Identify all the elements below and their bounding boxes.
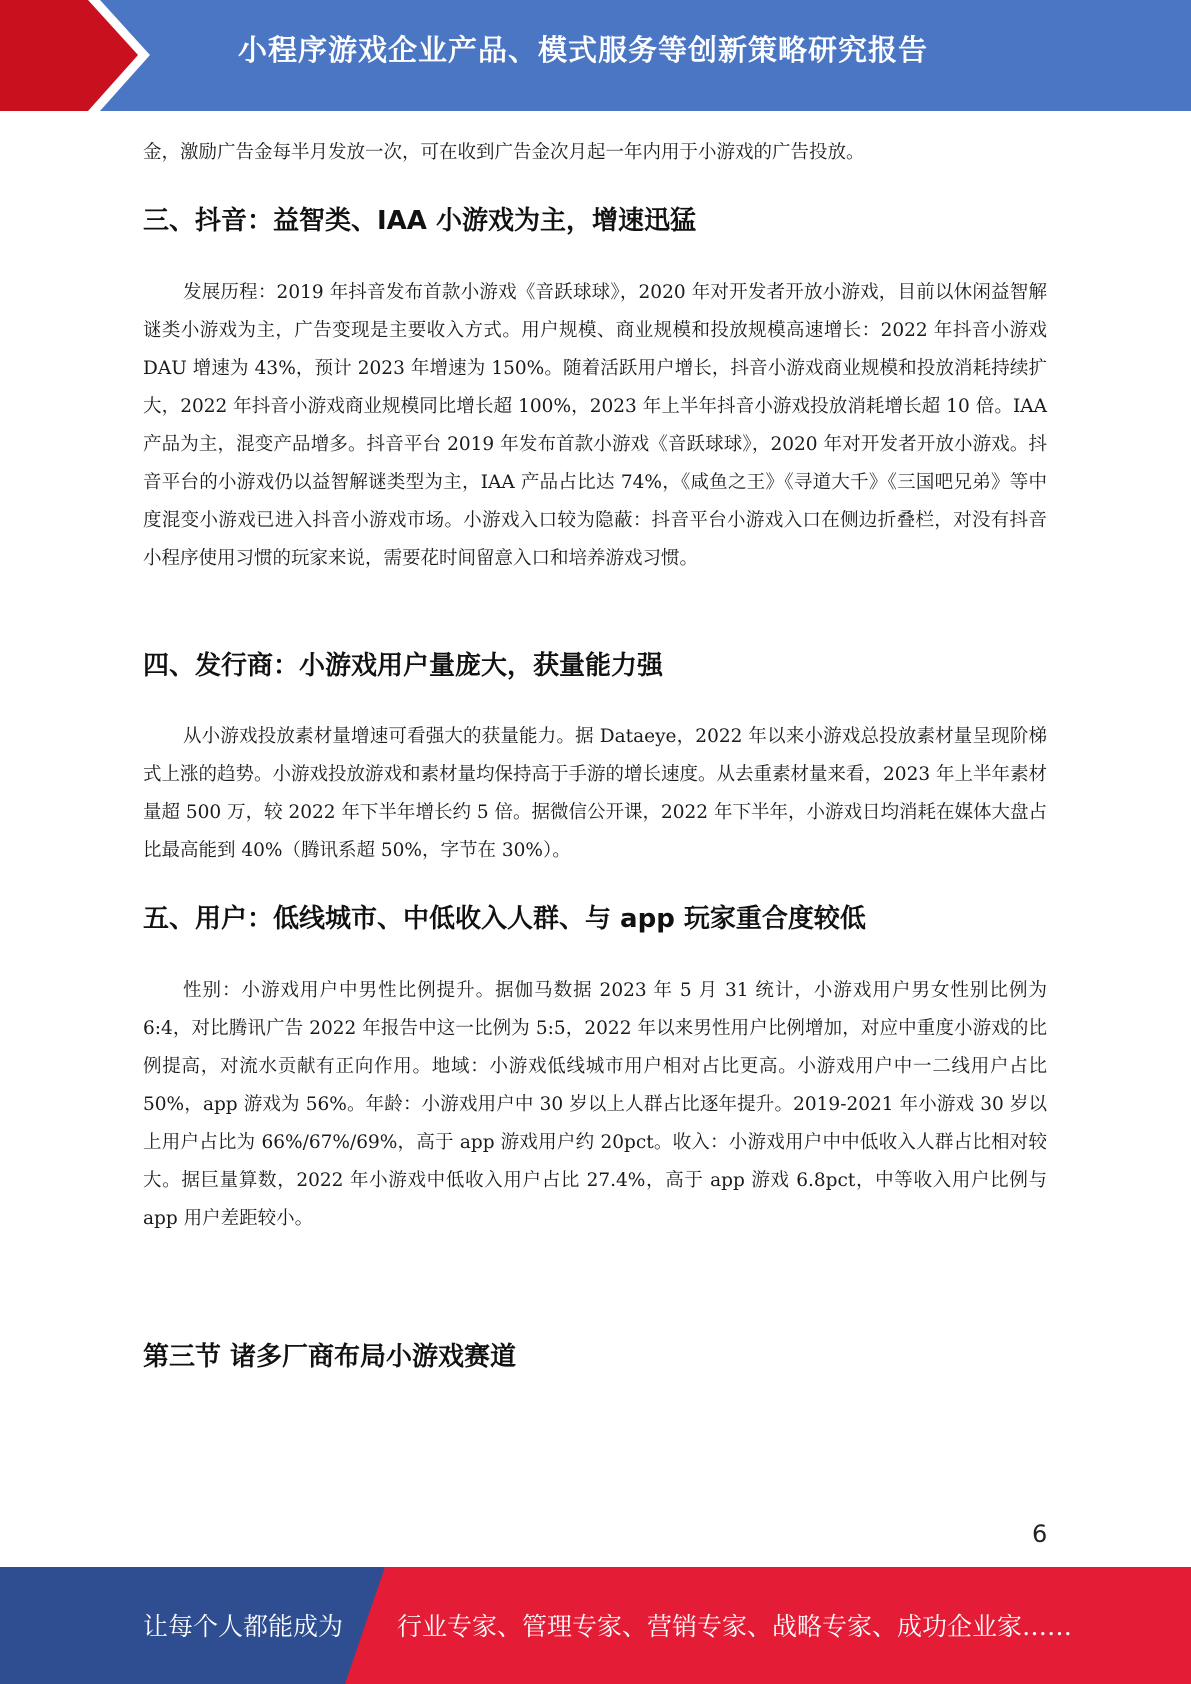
page-number: 6 bbox=[1032, 1520, 1048, 1548]
section-body-douyin bbox=[143, 274, 1047, 578]
document-title: 小程序游戏企业产品、模式服务等创新策略研究报告 bbox=[238, 33, 929, 67]
footer-slogan-left: 让每个人都能成为 bbox=[143, 1612, 344, 1641]
section-paragraph-users: 性别：小游戏用户中男性比例提升。据伽马数据 2023 年 5 月 31 统计，小游戏用户男女性别比例为 6:4，对比腾讯广告 2022 年报告中这一比例为 5:5，2022 年以来男性用户比例增加，对应中重度小游戏的比例提高，对流水贡献有正向作用。地域：小游戏低线城市用户相对占比更高。小游戏用户中一二线用户占比 50%，app 游戏为 56%。年龄：小游戏用户中 30 岁以上人群占比逐年提升。2019-2021 年小游戏 30 岁以上用户占比为 66%/67%/69%，高于 app 游戏用户约 20pct。收入：小游戏用户中中低收入人群占比相对较大。据巨量算数，2022 年小游戏中低收入用户占比 27.4%，高于 app 游戏 6.8pct，中等收入用户比例与 app 用户差距较小。 bbox=[143, 980, 1047, 1229]
header-banner bbox=[0, 0, 1191, 111]
footer-banner bbox=[0, 1567, 1191, 1684]
section-body-publishers bbox=[143, 718, 1047, 870]
footer-slogan-right: 行业专家、管理专家、营销专家、战略专家、成功企业家…… bbox=[397, 1612, 1073, 1641]
intro-continuation-text: 金，激励广告金每半月发放一次，可在收到广告金次月起一年内用于小游戏的广告投放。 bbox=[143, 142, 865, 163]
section-paragraph-douyin: 发展历程：2019 年抖音发布首款小游戏《音跃球球》，2020 年对开发者开放小游戏，目前以休闲益智解谜类小游戏为主，广告变现是主要收入方式。用户规模、商业规模和投放规模高速增长：2022 年抖音小游戏 DAU 增速为 43%，预计 2023 年增速为 150%。随着活跃用户增长，抖音小游戏商业规模和投放消耗持续扩大，2022 年抖音小游戏商业规模同比增长超 100%，2023 年上半年抖音小游戏投放消耗增长超 10 倍。IAA 产品为主，混变产品增多。抖音平台 2019 年发布首款小游戏《音跃球球》，2020 年对开发者开放小游戏。抖音平台的小游戏仍以益智解谜类型为主，IAA 产品占比达 74%，《咸鱼之王》《寻道大千》《三国吧兄弟》等中度混变小游戏已进入抖音小游戏市场。小游戏入口较为隐蔽：抖音平台小游戏入口在侧边折叠栏，对没有抖音小程序使用习惯的玩家来说，需要花时间留意入口和培养游戏习惯。 bbox=[143, 282, 1047, 569]
section-body-users bbox=[143, 972, 1047, 1238]
chapter-heading: 第三节 诸多厂商布局小游戏赛道 bbox=[143, 1342, 517, 1372]
section-heading-users: 五、用户：低线城市、中低收入人群、与 app 玩家重合度较低 bbox=[143, 904, 866, 934]
intro-paragraph-block bbox=[143, 134, 1047, 172]
section-paragraph-publishers: 从小游戏投放素材量增速可看强大的获量能力。据 Dataeye，2022 年以来小游戏总投放素材量呈现阶梯式上涨的趋势。小游戏投放游戏和素材量均保持高于手游的增长速度。从去重素材量来看，2023 年上半年素材量超 500 万，较 2022 年下半年增长约 5 倍。据微信公开课，2022 年下半年，小游戏日均消耗在媒体大盘占比最高能到 40%（腾讯系超 50%，字节在 30%）。 bbox=[143, 726, 1047, 861]
section-heading-publishers: 四、发行商：小游戏用户量庞大，获量能力强 bbox=[143, 651, 664, 681]
section-heading-douyin: 三、抖音：益智类、IAA 小游戏为主，增速迅猛 bbox=[143, 206, 696, 236]
